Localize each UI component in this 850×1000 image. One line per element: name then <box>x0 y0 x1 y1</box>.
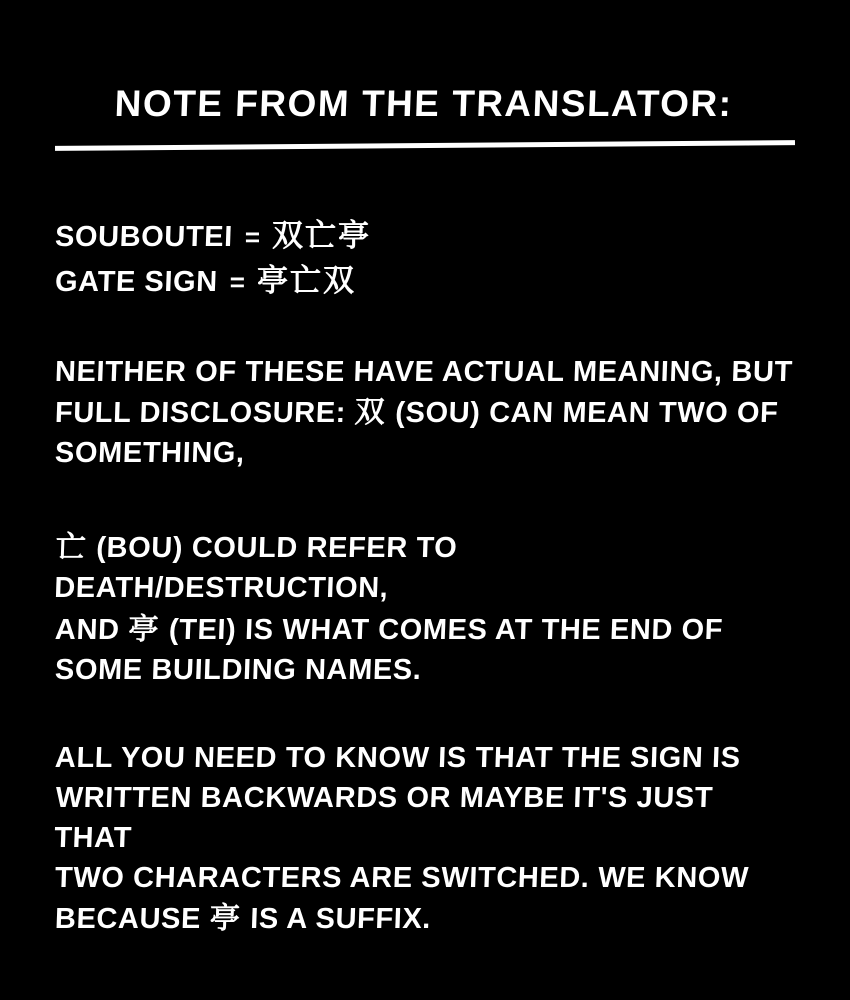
paragraph-conclusion <box>55 738 795 939</box>
text-line: AND 亭 (TEI) IS WHAT COMES AT THE END OF <box>54 611 724 647</box>
definition-separator: = <box>244 221 260 252</box>
kanji-sou: 双 <box>354 394 388 430</box>
note-body <box>55 210 795 940</box>
definition-value: 双亡亭 <box>272 217 371 254</box>
definition-row <box>55 210 795 255</box>
text-line: 亡 (BOU) COULD REFER TO DEATH/DESTRUCTION, <box>53 530 458 605</box>
text-line: TWO CHARACTERS ARE SWITCHED. WE KNOW <box>54 861 750 894</box>
text-line: BECAUSE 亭 IS A SUFFIX. <box>54 900 432 936</box>
text-line: SOMETHING, <box>54 437 246 470</box>
text-line: SOME BUILDING NAMES. <box>54 653 423 686</box>
text-line: ALL YOU NEED TO KNOW IS THAT THE SIGN IS <box>54 741 742 774</box>
definition-list <box>55 210 795 300</box>
text-line: WRITTEN BACKWARDS OR MAYBE IT'S JUST THAT <box>53 781 714 854</box>
definition-row <box>55 255 795 300</box>
spacer <box>55 300 795 352</box>
text-line: FULL DISCLOSURE: 双 (SOU) CAN MEAN TWO OF <box>54 394 780 430</box>
spacer <box>55 473 795 527</box>
definition-label: GATE SIGN <box>54 265 219 298</box>
paragraph-characters <box>55 527 795 690</box>
paragraph-meaning <box>55 352 795 473</box>
definition-label: SOUBOUTEI <box>54 220 234 253</box>
title-divider <box>55 140 795 151</box>
kanji-tei: 亭 <box>209 900 243 936</box>
spacer <box>55 690 795 738</box>
kanji-bou: 亡 <box>55 530 89 566</box>
page-title: NOTE FROM THE TRANSLATOR: <box>113 83 734 124</box>
text-line: NEITHER OF THESE HAVE ACTUAL MEANING, BUT <box>54 355 794 388</box>
definition-separator: = <box>229 266 245 297</box>
definition-value: 亭亡双 <box>256 262 356 299</box>
kanji-tei: 亭 <box>127 611 161 647</box>
